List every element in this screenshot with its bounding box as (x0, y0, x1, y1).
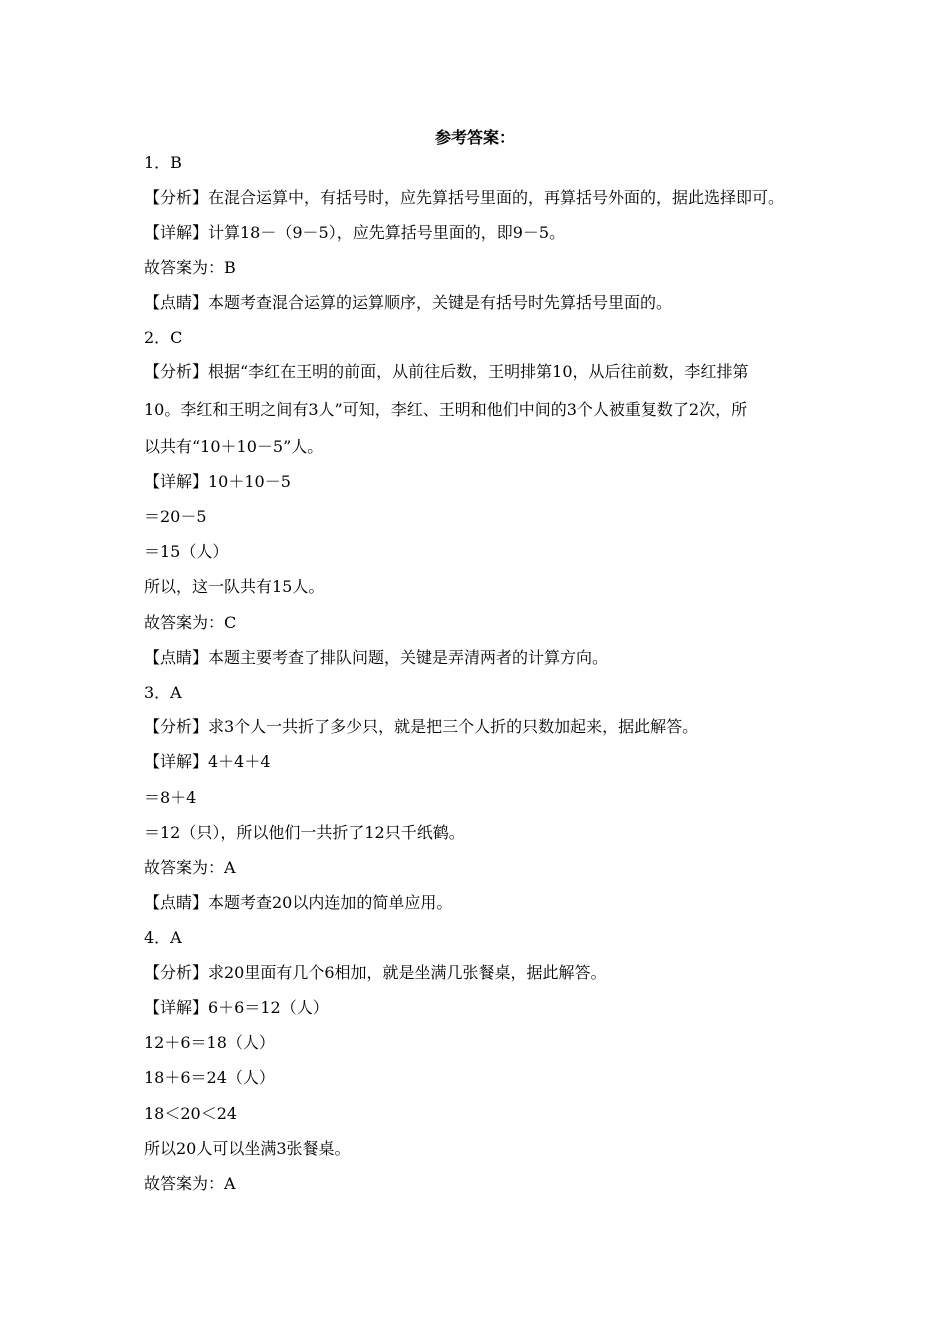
answer-line-1-detail: 【详解】计算18－（9－5），应先算括号里面的，即9－5。 (144, 223, 566, 242)
answer-line-2-remark: 【点睛】本题主要考查了排队问题，关键是弄清两者的计算方向。 (144, 648, 609, 667)
answer-line-2-answer: 故答案为：C (144, 613, 237, 632)
answer-line-3-remark: 【点睛】本题考查20以内连加的简单应用。 (144, 893, 453, 912)
answer-line-1-answer: 故答案为：B (144, 258, 236, 277)
answer-line-2-analysis-1: 【分析】根据“李红在王明的前面，从前往后数，王明排第10，从后往前数，李红排第 (144, 362, 749, 381)
answer-line-3-detail-3: ＝12（只），所以他们一共折了12只千纸鹤。 (144, 823, 465, 842)
answer-line-4-detail-3: 18＋6＝24（人） (144, 1068, 275, 1087)
answer-line-2-heading: 2．C (144, 328, 183, 347)
answer-line-2-detail-3: ＝15（人） (144, 542, 229, 561)
answer-line-4-detail-4: 18＜20＜24 (144, 1104, 238, 1123)
answer-line-1-remark: 【点睛】本题考查混合运算的运算顺序，关键是有括号时先算括号里面的。 (144, 293, 673, 312)
answer-line-2-conclusion: 所以，这一队共有15人。 (144, 577, 325, 596)
answer-line-4-heading: 4．A (144, 928, 182, 947)
answer-line-2-detail-1: 【详解】10＋10－5 (144, 472, 291, 491)
page-title: 参考答案： (434, 128, 515, 147)
answer-line-2-analysis-3: 以共有“10＋10－5”人。 (144, 437, 324, 456)
answer-line-1-analysis: 【分析】在混合运算中，有括号时，应先算括号里面的，再算括号外面的，据此选择即可。 (144, 188, 785, 207)
answer-line-3-answer: 故答案为：A (144, 858, 236, 877)
answer-line-4-conclusion: 所以20人可以坐满3张餐桌。 (144, 1139, 351, 1158)
answer-line-3-detail-1: 【详解】4＋4＋4 (144, 752, 271, 771)
answer-line-4-detail-1: 【详解】6＋6＝12（人） (144, 998, 329, 1017)
answer-line-4-detail-2: 12＋6＝18（人） (144, 1033, 275, 1052)
answer-line-1-heading: 1．B (144, 153, 182, 172)
answer-line-4-answer: 故答案为：A (144, 1174, 236, 1193)
answer-line-3-heading: 3．A (144, 683, 182, 702)
answer-line-4-analysis: 【分析】求20里面有几个6相加，就是坐满几张餐桌，据此解答。 (144, 963, 607, 982)
answer-line-2-detail-2: ＝20－5 (144, 507, 207, 526)
answer-line-2-analysis-2: 10。李红和王明之间有3人”可知，李红、王明和他们中间的3个人被重复数了2次，所 (144, 400, 748, 419)
answer-line-3-detail-2: ＝8＋4 (144, 788, 197, 807)
answer-line-3-analysis: 【分析】求3个人一共折了多少只，就是把三个人折的只数加起来，据此解答。 (144, 717, 699, 736)
